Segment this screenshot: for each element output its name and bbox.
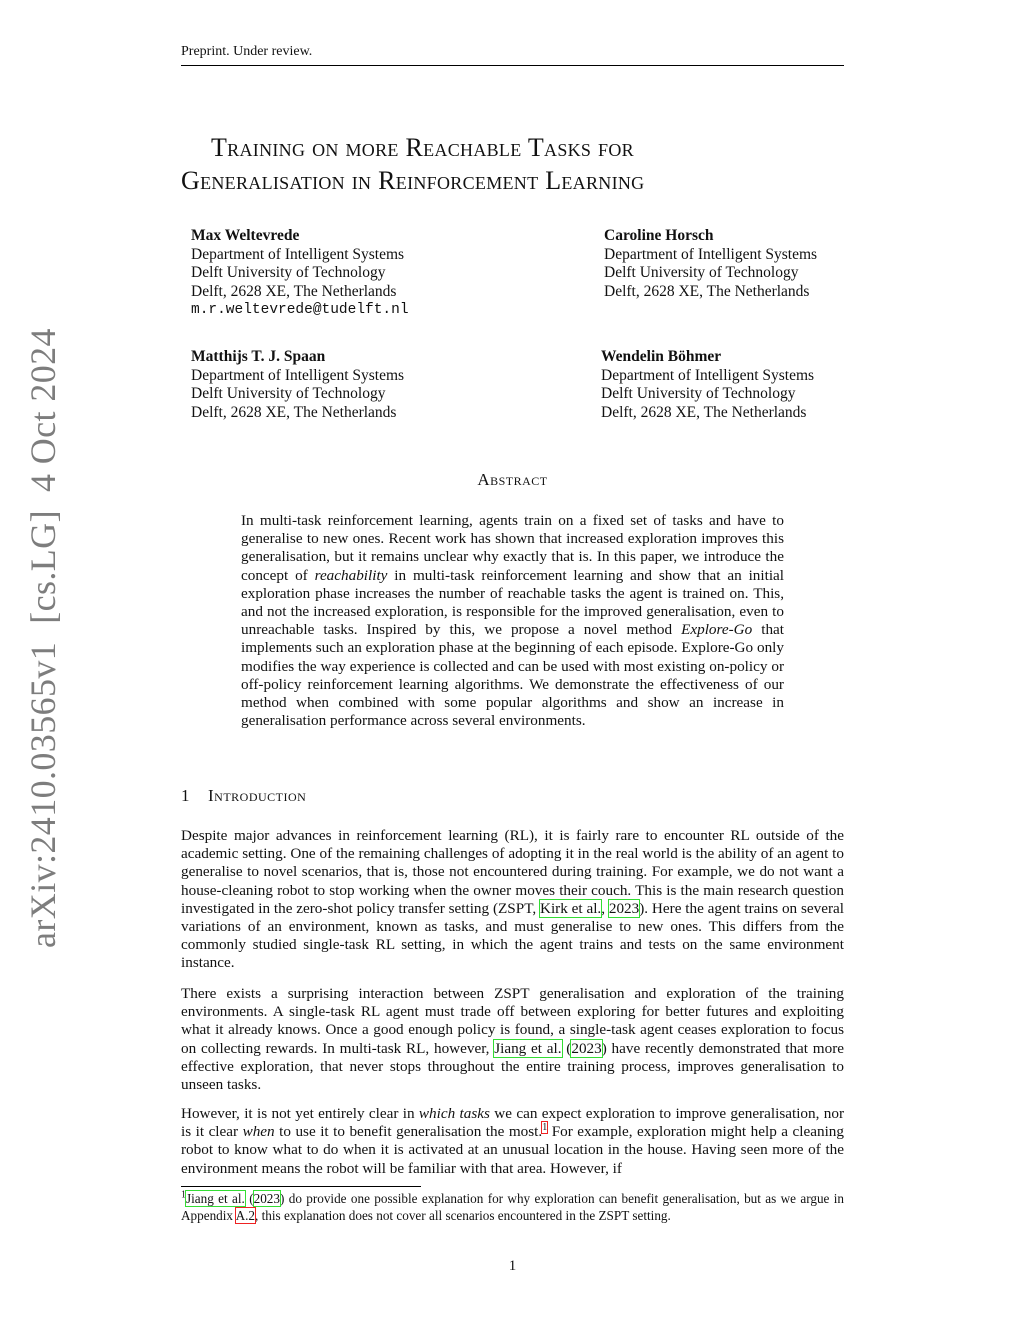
citation-separator: (: [244, 1191, 254, 1206]
arxiv-stamp[interactable]: [22, 310, 64, 948]
author-dept: Department of Intelligent Systems: [601, 366, 815, 384]
citation-link[interactable]: Jiang et al.: [186, 1191, 245, 1206]
author-name: Matthijs T. J. Spaan: [191, 348, 326, 365]
intro-paragraph-1: [181, 827, 844, 973]
author-dept: Department of Intelligent Systems: [191, 245, 405, 263]
author-address: Delft, 2628 XE, The Netherlands: [601, 403, 807, 421]
author-block: [604, 227, 817, 301]
intro-paragraph-3: [181, 1105, 844, 1178]
footnote-link[interactable]: 1: [542, 1122, 548, 1134]
abstract-text: that implements such an exploration phase at the beginning of each episode. Explore-Go only modifies the way experience is collected and can be used with most existing on-policy or off-policy reinforcement learning algorithms. We demonstrate the effectiveness of our method when combined with some popular algorithms and show an increase in generalisation performance across several environments.: [241, 621, 784, 730]
citation-link[interactable]: Kirk et al.: [539, 899, 602, 917]
running-header: Preprint. Under review.: [181, 44, 313, 59]
page-number: 1: [508, 1258, 517, 1274]
author-univ: Delft University of Technology: [191, 264, 386, 281]
citation-link[interactable]: 2023: [571, 1039, 602, 1057]
abstract-emphasis: reachability: [314, 566, 388, 584]
author-univ: Delft University of Technology: [604, 264, 799, 281]
footnote-mark: 1: [181, 1189, 186, 1201]
author-univ: Delft University of Technology: [191, 385, 386, 402]
paragraph-text: we can expect exploration to improve generalisation, nor is it clear: [181, 1105, 845, 1141]
author-block: [191, 348, 404, 422]
section-title: Introduction: [208, 786, 307, 805]
author-email[interactable]: m.r.weltevrede@tudelft.nl: [191, 302, 409, 318]
abstract-method-name: Explore-Go: [681, 621, 753, 639]
author-block: [191, 227, 409, 320]
footnote: [181, 1190, 844, 1224]
author-name: Wendelin Böhmer: [601, 348, 722, 365]
paper-title: [181, 131, 844, 197]
citation-link[interactable]: 2023: [253, 1191, 280, 1206]
title-line-1: Training on more Reachable Tasks for: [211, 133, 634, 162]
paragraph-text: For example, exploration might help a cleaning robot to know what to do when it is activated at an unusual location in the house. Having seen more of the environment means the robot will be familiar with that area. However, if: [181, 1123, 844, 1177]
footnote-rule: [181, 1186, 421, 1187]
abstract-heading: Abstract: [477, 470, 548, 489]
abstract-text: In multi-task reinforcement learning, agents train on a fixed set of tasks and have to generalise to new ones. Recent work has shown that increased exploration improves this generalisation, but it remains unclear why exactly that is. In this paper, we introduce the concept of: [241, 512, 784, 584]
abstract-text: in multi-task reinforcement learning and show that an initial exploration phase increases the number of reachable tasks the agent is trained on. This, and not the increased exploration, is responsible for the improved generalisation, even to unreachable tasks. Inspired by this, we propose a novel method: [241, 566, 784, 639]
intro-paragraph-2: [181, 985, 844, 1094]
paragraph-text: However, it is not yet entirely clear in: [181, 1105, 419, 1122]
citation-separator: (: [561, 1039, 572, 1057]
paragraph-text: ). Here the agent trains on several variations of an environment, known as tasks, and must generalise to new ones. This differs from the commonly studied single-task RL setting, in which the agent trains and tests on the same environment instance.: [181, 899, 844, 972]
author-dept: Department of Intelligent Systems: [604, 245, 818, 263]
author-address: Delft, 2628 XE, The Netherlands: [191, 403, 397, 421]
paragraph-text: There exists a surprising interaction between ZSPT generalisation and exploration of the training environments. A single-task RL agent must trade off between exploring for better futures and exploiting what it already knows. Once a good enough policy is found, a single-task agent ceases exploration to focus on collecting rewards. In multi-task RL, however,: [181, 985, 844, 1057]
citation-link[interactable]: 2023: [608, 899, 640, 917]
author-address: Delft, 2628 XE, The Netherlands: [604, 282, 810, 300]
paragraph-text: ) have recently demonstrated that more effective exploration, that never stops throughout the entire training process, improves generalisation to unseen tasks.: [181, 1039, 844, 1094]
citation-separator: ,: [601, 899, 609, 917]
author-dept: Department of Intelligent Systems: [191, 366, 405, 384]
author-address: Delft, 2628 XE, The Netherlands: [191, 282, 397, 300]
author-block: [601, 348, 814, 422]
paragraph-text: to use it to benefit generalisation the most.: [274, 1123, 543, 1141]
section-heading: [181, 786, 306, 806]
arxiv-date: 4 Oct 2024: [23, 328, 63, 493]
paragraph-emphasis: which tasks: [418, 1105, 490, 1122]
citation-link[interactable]: Jiang et al.: [494, 1039, 562, 1057]
paragraph-emphasis: when: [242, 1123, 275, 1141]
footnote-text: ) do provide one possible explanation for why exploration can benefit generalisation, but as we argue in Appendix: [181, 1191, 844, 1223]
author-name: Max Weltevrede: [191, 227, 300, 244]
section-number: 1: [181, 786, 190, 805]
arxiv-id: arXiv:2410.03565v1: [23, 641, 63, 948]
appendix-link[interactable]: A.2: [235, 1208, 255, 1223]
title-line-2: Generalisation in Reinforcement Learning: [181, 166, 645, 195]
author-univ: Delft University of Technology: [601, 385, 796, 402]
abstract-body: [241, 512, 784, 730]
header-rule: [181, 65, 844, 66]
footnote-text: , this explanation does not cover all scenarios encountered in the ZSPT setting.: [255, 1208, 671, 1223]
arxiv-category: [cs.LG]: [23, 510, 63, 624]
paragraph-text: Despite major advances in reinforcement learning (RL), it is fairly rare to encounter RL outside of the academic setting. One of the remaining challenges of adopting it in the real world is the ability of an agent to generalise to novel scenarios, that is, those not encountered during training. For example, we do not want a house-cleaning robot to stop working when the owner moves their couch. This is the main research question investigated in the zero-shot policy transfer setting (ZSPT,: [181, 827, 844, 917]
author-name: Caroline Horsch: [604, 227, 714, 244]
